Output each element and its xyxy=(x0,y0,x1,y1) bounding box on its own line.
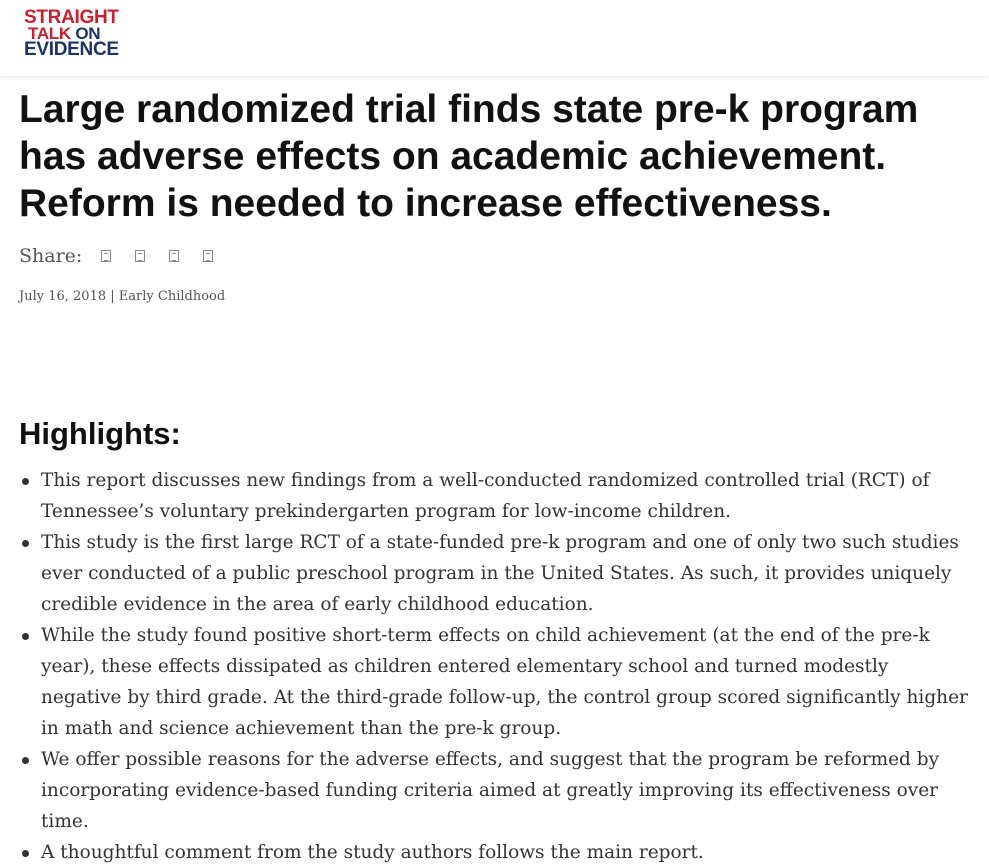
highlights-heading: Highlights: xyxy=(19,416,181,451)
highlight-item xyxy=(19,837,974,868)
share-bar xyxy=(19,244,237,268)
meta-separator: | xyxy=(110,289,115,304)
facebook-share-icon[interactable] xyxy=(101,250,111,262)
share-label: Share: xyxy=(19,245,83,267)
highlight-text: This report discusses new findings from a well-conducted randomized controlled trial (RCT) of Tennessee’s voluntary prekindergarten program for low-income children. xyxy=(41,470,930,522)
bullet-icon xyxy=(22,633,29,640)
highlight-item xyxy=(19,744,974,837)
site-logo[interactable] xyxy=(24,7,134,60)
article-title: Large randomized trial finds state pre-k program has adverse effects on academic achievement. Reform is needed to increase effectiveness. xyxy=(19,88,919,225)
publish-date: July 16, 2018 xyxy=(19,289,107,304)
logo-word-talk: TALK xyxy=(28,24,71,43)
highlight-text: We offer possible reasons for the adverse effects, and suggest that the program be reformed by incorporating evidence-based funding criteria aimed at greatly improving its effectiveness over time. xyxy=(41,749,940,832)
highlight-item xyxy=(19,527,974,620)
bullet-icon xyxy=(22,757,29,764)
category-link[interactable]: Early Childhood xyxy=(118,289,226,304)
article-meta xyxy=(19,289,225,304)
highlight-text: This study is the first large RCT of a state-funded pre-k program and one of only two such studies ever conducted of a public preschool program in the United States. As such, it provides uniquely credible evidence in the area of early childhood education. xyxy=(41,532,959,615)
twitter-share-icon[interactable] xyxy=(135,250,145,262)
logo-word-on: ON xyxy=(75,24,101,43)
highlight-item xyxy=(19,620,974,744)
site-header xyxy=(0,0,989,76)
highlight-text: While the study found positive short-term effects on child achievement (at the end of the pre-k year), these effects dissipated as children entered elementary school and turned modestly negative by third grade. At the third-grade follow-up, the control group scored significantly higher in math and science achievement than the pre-k group. xyxy=(41,625,968,739)
highlight-text: A thoughtful comment from the study authors follows the main report. xyxy=(41,842,704,863)
highlight-item xyxy=(19,465,974,527)
bullet-icon xyxy=(22,850,29,857)
email-share-icon[interactable] xyxy=(203,250,213,262)
linkedin-share-icon[interactable] xyxy=(169,250,179,262)
logo-line-straight: STRAIGHT xyxy=(24,7,119,28)
logo-line-evidence: EVIDENCE xyxy=(24,39,119,60)
bullet-icon xyxy=(22,540,29,547)
highlights-list xyxy=(19,465,974,868)
bullet-icon xyxy=(22,478,29,485)
